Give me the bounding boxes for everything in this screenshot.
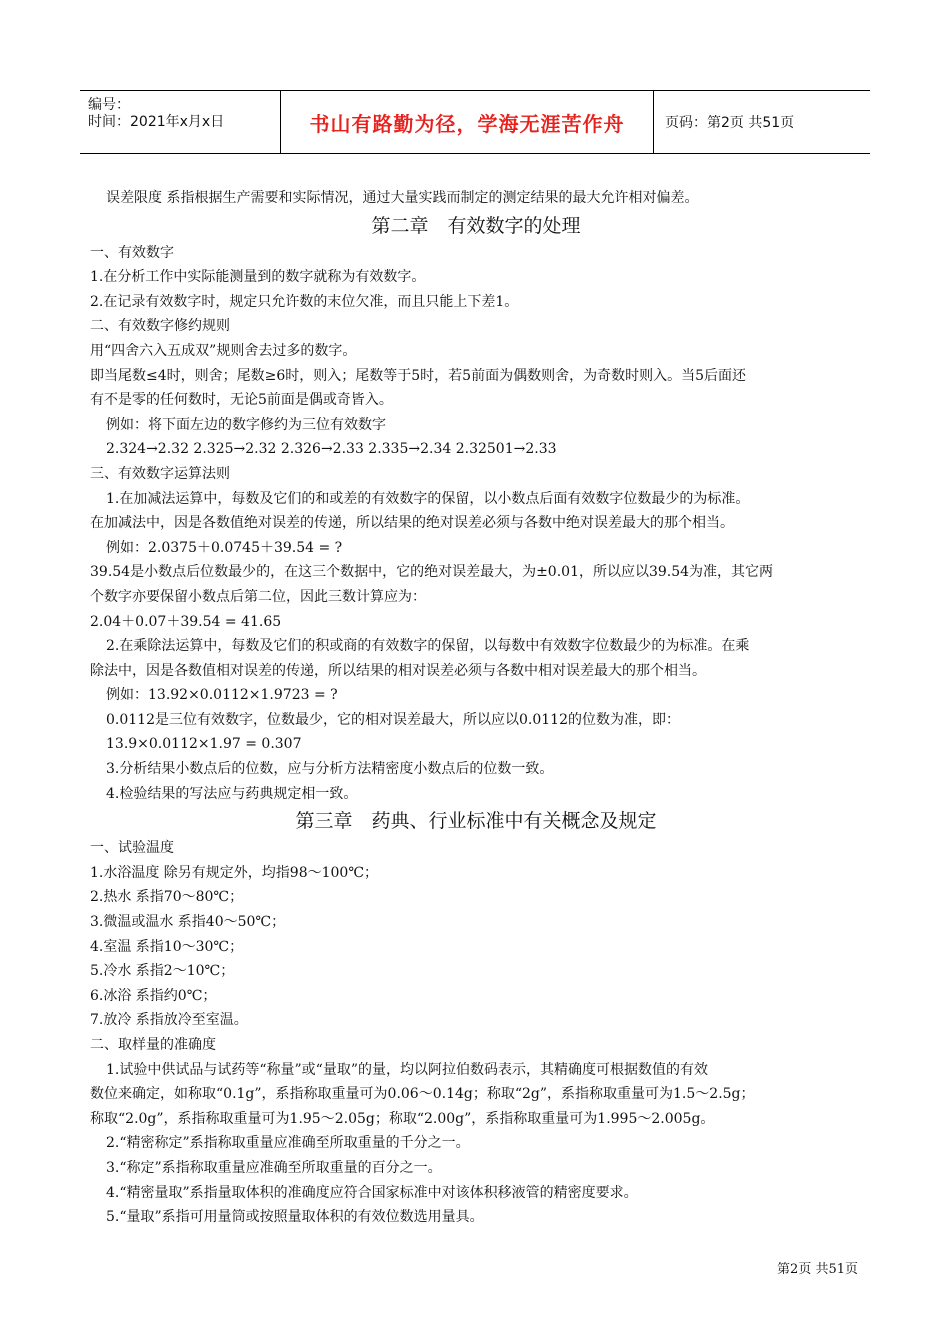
chapter2-line: 个数字亦要保留小数点后第二位，因此三数计算应为： (90, 588, 426, 605)
header-right-cell (653, 91, 870, 153)
chapter2-line: 3.分析结果小数点后的位数，应与分析方法精密度小数点后的位数一致。 (106, 761, 554, 778)
chapter2-title: 第二章 有效数字的处理 (371, 214, 581, 237)
chapter2-line: 有不是零的任何数时，无论5前面是偶或奇皆入。 (90, 392, 393, 409)
intro-paragraph: 误差限度 系指根据生产需要和实际情况，通过大量实践而制定的测定结果的最大允许相对偏差。 (106, 190, 699, 206)
chapter3-line: 5.“量取”系指可用量筒或按照量取体积的有效位数选用量具。 (106, 1209, 484, 1226)
chapter3-line: 4.室温 系指10～30℃； (90, 938, 244, 955)
document-body (90, 186, 862, 1230)
document-time-label: 时间：2021年x月x日 (88, 114, 225, 130)
chapter2-line: 4.检验结果的写法应与药典规定相一致。 (106, 785, 358, 802)
chapter2-line: 1.在分析工作中实际能测量到的数字就称为有效数字。 (90, 269, 426, 286)
chapter2-line: 13.9×0.0112×1.97 = 0.307 (106, 736, 302, 753)
chapter2-line: 39.54是小数点后位数最少的，在这三个数据中，它的绝对误差最大，为±0.01，所以应以39.54为准，其它两 (90, 564, 774, 581)
chapter2-line: 例如：将下面左边的数字修约为三位有效数字 (106, 416, 386, 433)
chapter2-line: 2.324→2.32 2.325→2.32 2.326→2.33 2.335→2.34 2.32501→2.33 (106, 441, 557, 458)
chapter2-line: 0.0112是三位有效数字，位数最少，它的相对误差最大，所以应以0.0112的位数为准，即： (106, 711, 680, 728)
chapter3-line: 2.热水 系指70～80℃； (90, 889, 244, 906)
chapter2-line: 在加减法中，因是各数值绝对误差的传递，所以结果的绝对误差必须与各数中绝对误差最大的那个相当。 (90, 515, 734, 532)
document-header (80, 90, 870, 154)
document-number-label: 编号： (88, 97, 130, 113)
chapter2-line: 2.在记录有效数字时，规定只允许数的末位欠准，而且只能上下差1。 (90, 293, 519, 310)
chapter2-line: 一、有效数字 (90, 244, 174, 261)
chapter2-line: 三、有效数字运算法则 (90, 465, 230, 482)
chapter3-title: 第三章 药典、行业标准中有关概念及规定 (295, 810, 657, 833)
chapter3-line: 1.水浴温度 除另有规定外，均指98～100℃； (90, 864, 379, 881)
chapter3-line: 二、取样量的准确度 (90, 1037, 216, 1053)
chapter3-line: 3.“称定”系指称取重量应准确至所取重量的百分之一。 (106, 1159, 442, 1176)
chapter2-line: 除法中，因是各数值相对误差的传递，所以结果的相对误差必须与各数中相对误差最大的那个相当。 (90, 662, 706, 679)
chapter2-line: 2.在乘除法运算中，每数及它们的积或商的有效数字的保留，以每数中有效数字位数最少的为标准。在乘 (106, 638, 750, 655)
chapter3-line: 6.冰浴 系指约0℃； (90, 987, 217, 1004)
chapter2-line: 用“四舍六入五成双”规则舍去过多的数字。 (90, 342, 357, 359)
chapter2-line: 2.04＋0.07＋39.54 = 41.65 (90, 613, 282, 630)
chapter3-line: 数位来确定，如称取“0.1g”，系指称取重量可为0.06～0.14g；称取“2g”，系指称取重量可为1.5～2.5g； (90, 1086, 755, 1103)
chapter3-line: 一、试验温度 (90, 840, 174, 857)
header-left-cell (80, 91, 280, 153)
header-center-cell (280, 91, 654, 153)
chapter3-line: 2.“精密称定”系指称取重量应准确至所取重量的千分之一。 (106, 1135, 470, 1152)
chapter3-line: 3.微温或温水 系指40～50℃； (90, 914, 286, 931)
chapter2-line: 例如：13.92×0.0112×1.9723 = ? (106, 687, 338, 704)
chapter2-line: 例如：2.0375＋0.0745＋39.54 = ? (106, 539, 343, 556)
chapter3-line: 称取“2.0g”，系指称取重量可为1.95～2.05g；称取“2.00g”，系指称取重量可为1.995～2.005g。 (90, 1110, 715, 1127)
chapter2-line: 二、有效数字修约规则 (90, 318, 230, 335)
chapter3-line: 7.放冷 系指放冷至室温。 (90, 1012, 248, 1029)
header-motto: 书山有路勤为径，学海无涯苦作舟 (309, 111, 625, 136)
header-page-code: 页码：第2页 共51页 (665, 115, 795, 131)
chapter3-line: 4.“精密量取”系指量取体积的准确度应符合国家标准中对该体积移液管的精密度要求。 (106, 1184, 638, 1201)
chapter3-line: 5.冷水 系指2～10℃； (90, 963, 235, 980)
chapter2-line: 即当尾数≤4时，则舍；尾数≥6时，则入；尾数等于5时，若5前面为偶数则舍，为奇数时则入。当5后面还 (90, 367, 746, 384)
chapter3-line: 1.试验中供试品与试药等“称量”或“量取”的量，均以阿拉伯数码表示，其精确度可根据数值的有效 (106, 1061, 708, 1078)
chapter2-line: 1.在加减法运算中，每数及它们的和或差的有效数字的保留，以小数点后面有效数字位数最少的为标准。 (106, 490, 750, 507)
page-footer: 第2页 共51页 (777, 1262, 858, 1277)
